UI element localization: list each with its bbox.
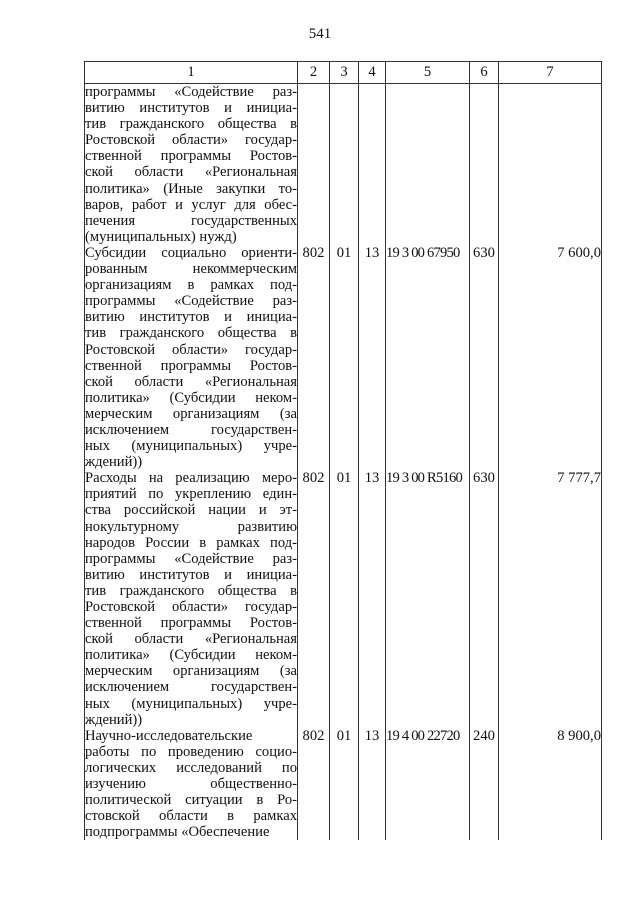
target-article-cell: 19 3 00 R5160 xyxy=(386,470,470,728)
description-line: ской области «Региональная xyxy=(85,164,297,181)
expense-type-cell: 240 xyxy=(470,728,499,841)
description-line: ства российской нации и эт- xyxy=(85,502,297,519)
description-line: программы «Содействие раз- xyxy=(85,84,297,100)
table-row xyxy=(85,84,602,245)
column-header: 2 xyxy=(298,62,330,84)
description-line: приятий по укреплению един- xyxy=(85,486,297,503)
row-description xyxy=(85,470,298,728)
description-line: рованным некоммерческим xyxy=(85,261,297,278)
target-article-cell: 19 4 00 22720 xyxy=(386,728,470,841)
budget-table xyxy=(84,61,602,840)
description-line: политика» (Иные закупки то- xyxy=(85,180,297,197)
subsection-code-cell: 13 xyxy=(359,245,386,470)
target-article-cell: 19 3 00 67950 xyxy=(386,245,470,470)
expense-type-cell: 630 xyxy=(470,470,499,728)
section-code-cell xyxy=(330,84,359,245)
column-header: 6 xyxy=(470,62,499,84)
description-line: Ростовской области» государ- xyxy=(85,341,297,358)
description-line: исключением государствен- xyxy=(85,421,297,438)
subsection-code-cell: 13 xyxy=(359,728,386,841)
description-line: ждений)) xyxy=(85,454,143,471)
ministry-code-cell: 802 xyxy=(298,245,330,470)
description-line: организациям в рамках под- xyxy=(85,277,297,294)
description-line: ственной программы Ростов- xyxy=(85,615,297,632)
description-line: программы «Содействие раз- xyxy=(85,550,297,567)
description-line: тив гражданского общества в xyxy=(85,582,297,599)
description-line: логических исследований по xyxy=(85,759,297,776)
description-line: мерческим организациям (за xyxy=(85,405,297,422)
description-line: ственной программы Ростов- xyxy=(85,148,297,165)
description-line: Расходы на реализацию меро- xyxy=(85,470,297,487)
table-row xyxy=(85,470,602,728)
description-line: витию институтов и инициа- xyxy=(85,309,297,326)
description-line: Субсидии социально ориенти- xyxy=(85,244,297,261)
amount-cell: 7 777,7 xyxy=(499,470,602,728)
description-line: тив гражданского общества в xyxy=(85,325,297,342)
row-description xyxy=(85,245,298,470)
amount-cell xyxy=(499,84,602,245)
expense-type-cell xyxy=(470,84,499,245)
row-description xyxy=(85,84,298,245)
column-header: 1 xyxy=(85,62,298,84)
table-row xyxy=(85,728,602,841)
description-line: стовской области в рамках xyxy=(85,808,297,825)
page-number: 541 xyxy=(308,26,332,42)
description-line: ждений)) xyxy=(85,711,143,728)
section-code-cell: 01 xyxy=(330,728,359,841)
description-line: витию институтов и инициа- xyxy=(85,566,297,583)
description-line: исключением государствен- xyxy=(85,679,297,696)
description-line: нокультурному развитию xyxy=(85,518,297,535)
table-row xyxy=(85,245,602,470)
description-line: Ростовской области» государ- xyxy=(85,599,297,615)
description-line: работы по проведению социо- xyxy=(85,743,297,760)
description-line: программы «Содействие раз- xyxy=(85,293,297,310)
description-line: подпрограммы «Обеспечение xyxy=(85,824,270,841)
description-line: Научно-исследовательские xyxy=(85,727,253,744)
description-line: ской области «Региональная xyxy=(85,373,297,390)
target-article-cell xyxy=(386,84,470,245)
description-line: тив гражданского общества в xyxy=(85,116,297,133)
description-line: Ростовской области» государ- xyxy=(85,132,297,149)
description-line: политической ситуации в Ро- xyxy=(85,792,297,809)
column-header: 7 xyxy=(499,62,602,84)
section-code-cell: 01 xyxy=(330,470,359,728)
description-line: (муниципальных) нужд) xyxy=(85,228,237,245)
description-line: варов, работ и услуг для обес- xyxy=(85,196,297,213)
description-line: ской области «Региональная xyxy=(85,631,297,648)
ministry-code-cell: 802 xyxy=(298,728,330,841)
section-code-cell: 01 xyxy=(330,245,359,470)
ministry-code-cell: 802 xyxy=(298,470,330,728)
column-header: 5 xyxy=(386,62,470,84)
description-line: мерческим организациям (за xyxy=(85,663,297,680)
column-header: 4 xyxy=(359,62,386,84)
description-line: народов России в рамках под- xyxy=(85,534,297,551)
description-line: ственной программы Ростов- xyxy=(85,357,297,374)
subsection-code-cell xyxy=(359,84,386,245)
description-line: витию институтов и инициа- xyxy=(85,100,297,117)
amount-cell: 8 900,0 xyxy=(499,728,602,841)
description-line: печения государственных xyxy=(85,212,297,229)
description-line: политика» (Субсидии неком- xyxy=(85,647,297,664)
expense-type-cell: 630 xyxy=(470,245,499,470)
column-header: 3 xyxy=(330,62,359,84)
amount-cell: 7 600,0 xyxy=(499,245,602,470)
description-line: ных (муниципальных) учре- xyxy=(85,438,297,455)
description-line: политика» (Субсидии неком- xyxy=(85,389,297,406)
ministry-code-cell xyxy=(298,84,330,245)
subsection-code-cell: 13 xyxy=(359,470,386,728)
description-line: ных (муниципальных) учре- xyxy=(85,695,297,712)
description-line: изучению общественно- xyxy=(85,776,297,793)
row-description xyxy=(85,728,298,841)
header-row xyxy=(85,62,602,84)
